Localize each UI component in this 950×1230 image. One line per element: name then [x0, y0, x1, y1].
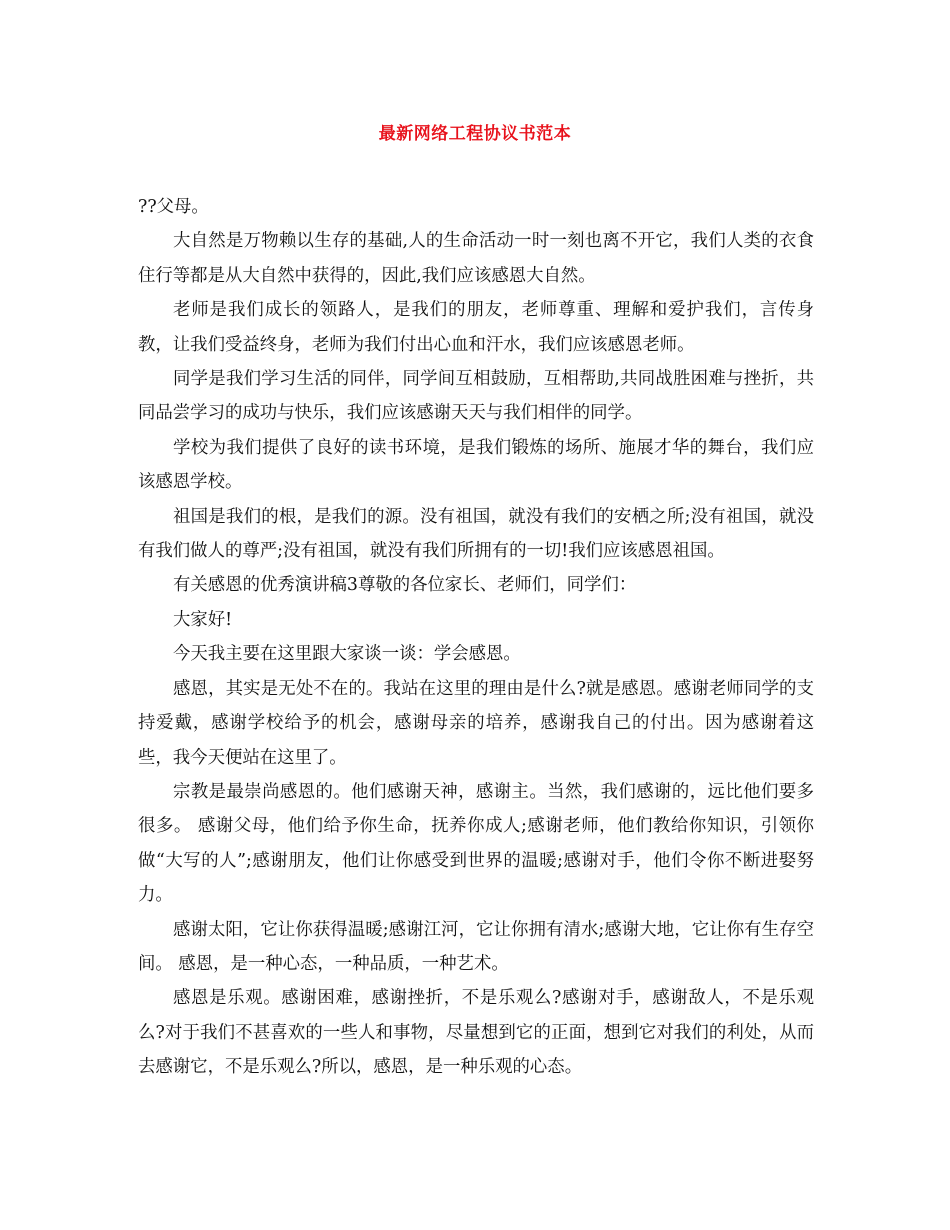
document-body: [138, 190, 814, 1085]
paragraph: 学校为我们提供了良好的读书环境，是我们锻炼的场所、施展才华的舞台，我们应该感恩学校。: [138, 437, 814, 493]
paragraph: 感恩是乐观。感谢困难，感谢挫折，不是乐观么?感谢对手，感谢敌人，不是乐观么?对于我们不甚喜欢的一些人和事物，尽量想到它的正面，想到它对我们的利处，从而去感谢它，不是乐观么?所以，感恩，是一种乐观的心态。: [138, 988, 814, 1078]
paragraph: 大家好!: [173, 609, 233, 630]
paragraph: 同学是我们学习生活的同伴，同学间互相鼓励，互相帮助,共同战胜困难与挫折，共同品尝学习的成功与快乐，我们应该感谢天天与我们相伴的同学。: [138, 369, 814, 424]
paragraph: 今天我主要在这里跟大家谈一谈：学会感恩。: [173, 644, 521, 665]
paragraph: ??父母。: [138, 197, 209, 217]
paragraph: 感恩，其实是无处不在的。我站在这里的理由是什么?就是感恩。感谢老师同学的支持爱戴，感谢学校给予的机会，感谢母亲的培养，感谢我自己的付出。因为感谢着这些，我今天便站在这里了。: [138, 678, 814, 768]
paragraph: 大自然是万物赖以生存的基础,人的生命活动一时一刻也离不开它，我们人类的衣食住行等都是从大自然中获得的，因此,我们应该感恩大自然。: [138, 231, 814, 286]
paragraph: 老师是我们成长的领路人，是我们的朋友，老师尊重、理解和爱护我们，言传身教，让我们受益终身，老师为我们付出心血和汗水，我们应该感恩老师。: [138, 300, 814, 355]
paragraph: 祖国是我们的根，是我们的源。没有祖国，就没有我们的安栖之所;没有祖国，就没有我们做人的尊严;没有祖国，就没有我们所拥有的一切!我们应该感恩祖国。: [138, 506, 814, 562]
paragraph: 有关感恩的优秀演讲稿3尊敬的各位家长、老师们，同学们：: [173, 575, 637, 596]
paragraph: 感谢太阳，它让你获得温暖;感谢江河，它让你拥有清水;感谢大地，它让你有生存空间。 感恩，是一种心态，一种品质，一种艺术。: [138, 919, 814, 974]
document-title: 最新网络工程协议书范本: [378, 124, 572, 144]
paragraph: 宗教是最崇尚感恩的。他们感谢天神，感谢主。当然，我们感谢的，远比他们要多很多。 感谢父母，他们给予你生命，抚养你成人;感谢老师，他们教给你知识，引领你做“大写的人”;感谢朋友，他们让你感受到世界的温暖;感谢对手，他们令你不断进娶努力。: [138, 781, 814, 906]
